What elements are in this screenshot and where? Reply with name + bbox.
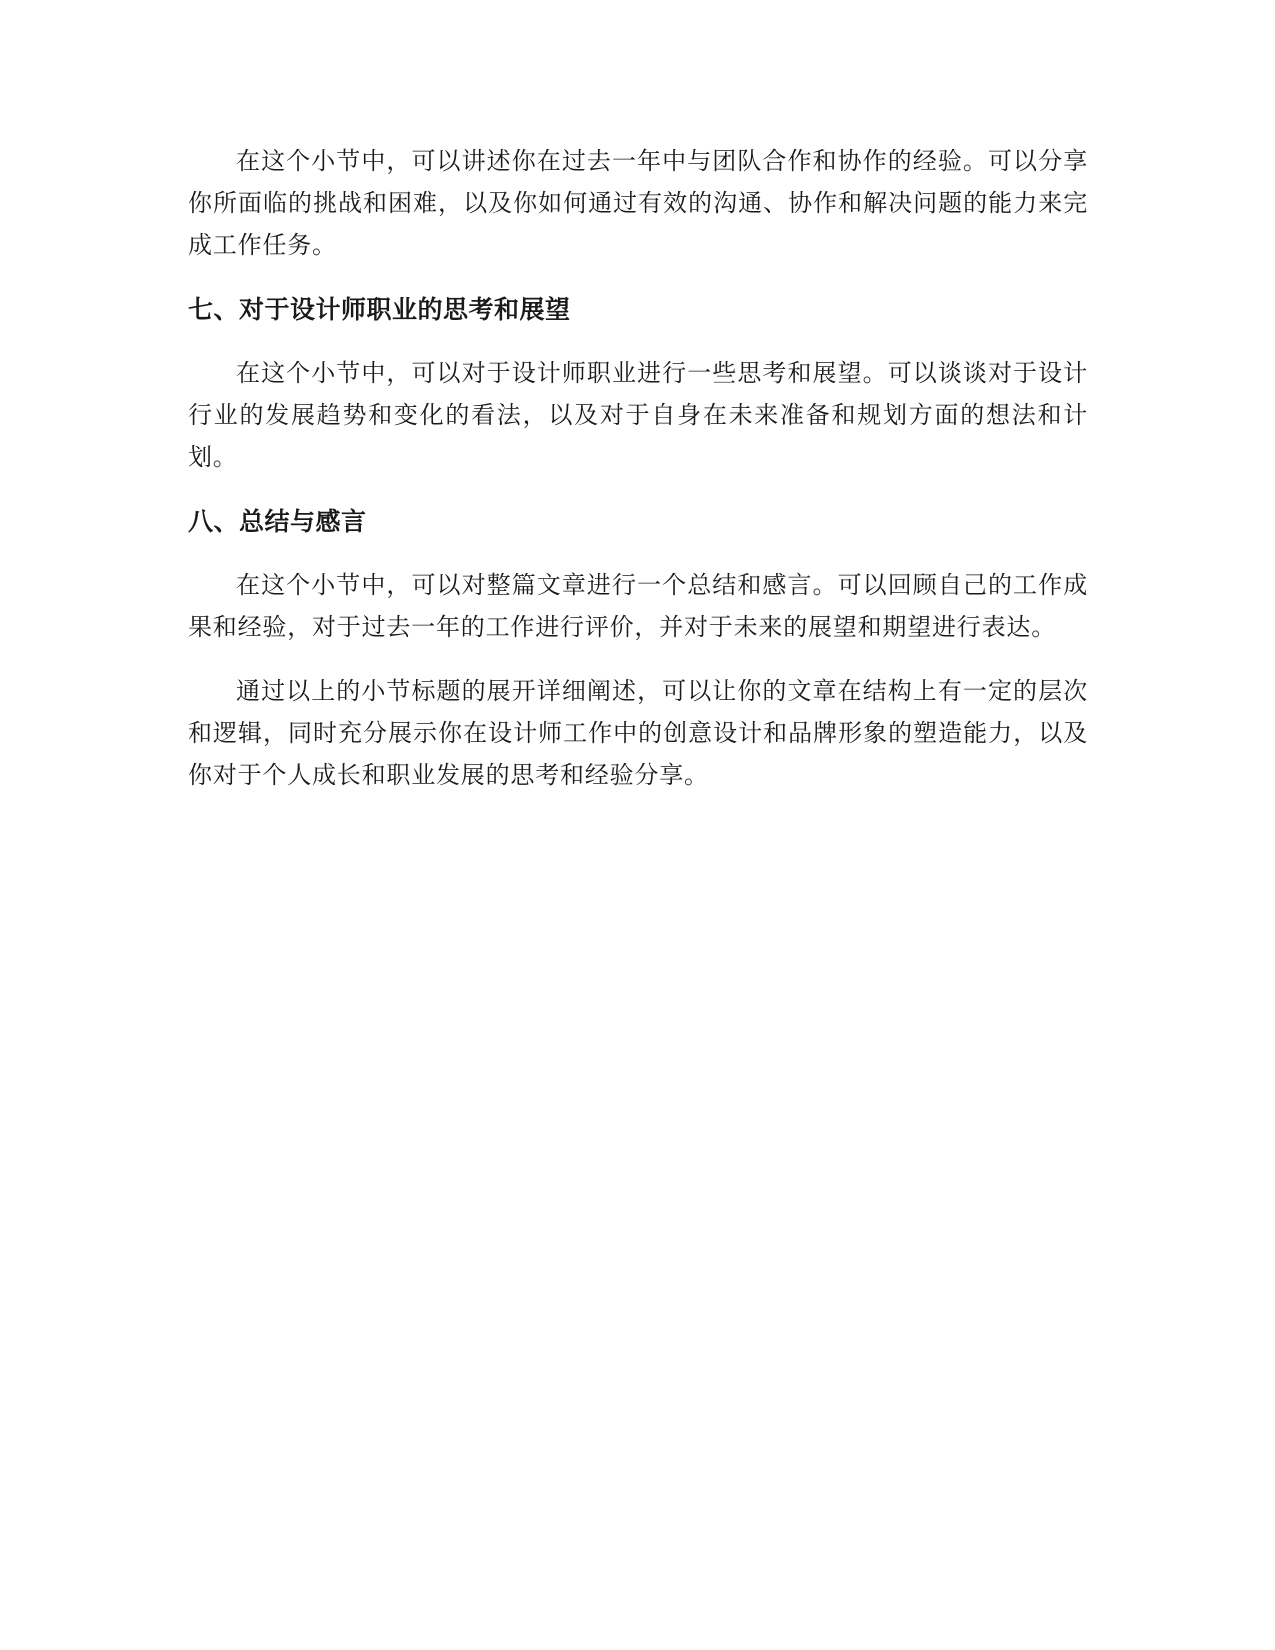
section8-paragraph-2: 通过以上的小节标题的展开详细阐述，可以让你的文章在结构上有一定的层次和逻辑，同时充分展示你在设计师工作中的创意设计和品牌形象的塑造能力，以及你对于个人成长和职业发展的思考和经验分享。 [188, 677, 1088, 789]
section6-paragraph-1: 在这个小节中，可以讲述你在过去一年中与团队合作和协作的经验。可以分享你所面临的挑战和困难，以及你如何通过有效的沟通、协作和解决问题的能力来完成工作任务。 [188, 147, 1088, 259]
section8-paragraph-1: 在这个小节中，可以对整篇文章进行一个总结和感言。可以回顾自己的工作成果和经验，对于过去一年的工作进行评价，并对于未来的展望和期望进行表达。 [188, 571, 1088, 641]
section8-heading: 八、总结与感言 [188, 507, 367, 536]
section7-heading: 七、对于设计师职业的思考和展望 [188, 295, 571, 324]
section7-paragraph-1: 在这个小节中，可以对于设计师职业进行一些思考和展望。可以谈谈对于设计行业的发展趋势和变化的看法，以及对于自身在未来准备和规划方面的想法和计划。 [188, 359, 1088, 471]
document-page [188, 140, 1088, 796]
